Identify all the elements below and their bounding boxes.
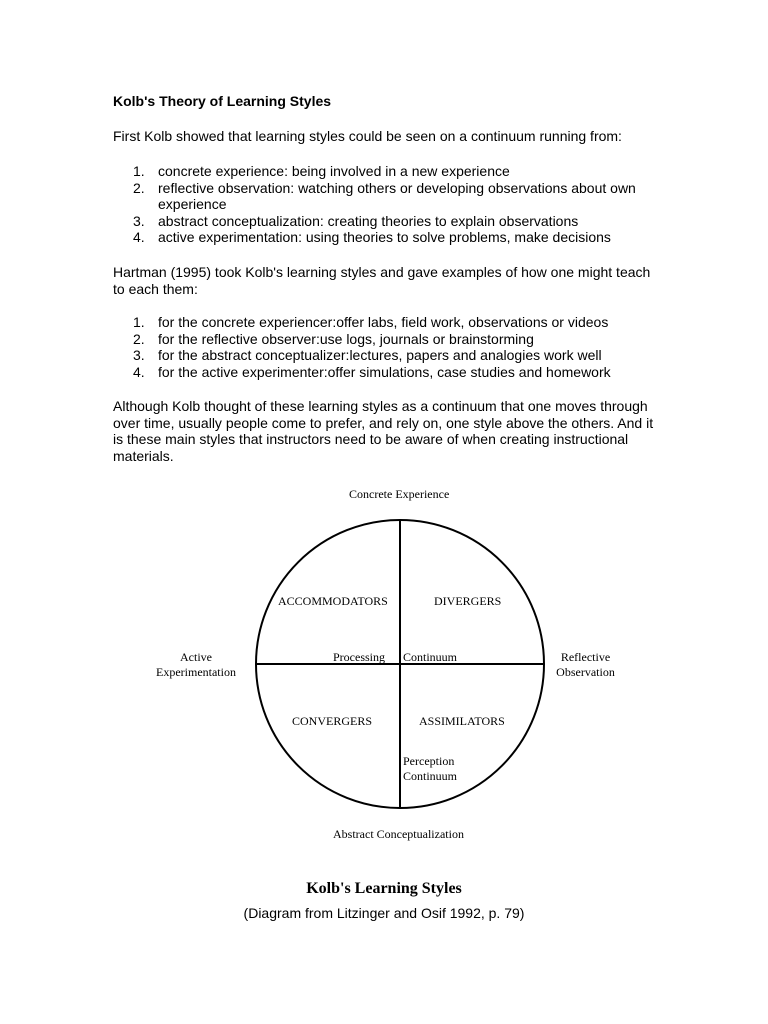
quadrant-assimilators: ASSIMILATORS	[419, 714, 505, 728]
perception-line2: Continuum	[403, 769, 458, 783]
learner-type: for the abstract conceptualizer:	[158, 347, 350, 363]
list-number: 1.	[133, 163, 145, 179]
right-pole-label	[548, 650, 623, 680]
right-pole-line1: Reflective	[560, 650, 611, 664]
list-text: abstract conceptualization: creating theories to explain observations	[158, 212, 579, 229]
list-text: reflective observation: watching others or developing observations about own experience	[158, 179, 636, 212]
teaching-method: lectures, papers and analogies work well	[349, 347, 602, 363]
quadrant-divergers: DIVERGERS	[434, 594, 502, 608]
learner-type: for the active experimenter:	[158, 363, 328, 380]
list-text: active experimentation: using theories to solve problems, make decisions	[158, 229, 611, 245]
bottom-pole-label: Abstract Conceptualization	[333, 827, 464, 841]
hartman-paragraph: Hartman (1995) took Kolb's learning styles and gave examples of how one might teach to each them:	[113, 264, 651, 297]
list-number: 3.	[133, 212, 145, 229]
list-number: 4.	[133, 363, 145, 380]
left-pole-label	[151, 650, 241, 680]
teaching-method: use logs, journals or brainstorming	[319, 330, 534, 347]
learner-type: for the concrete experiencer:	[158, 314, 337, 330]
diagram-caption-title: Kolb's Learning Styles	[306, 880, 462, 897]
left-pole-line1: Active	[180, 650, 212, 664]
left-pole-line2: Experimentation	[156, 665, 236, 679]
processing-label-left: Processing	[333, 650, 385, 664]
perception-line1: Perception	[403, 754, 455, 768]
teaching-method: offer simulations, case studies and homework	[327, 363, 611, 380]
closing-paragraph: Although Kolb thought of these learning styles as a continuum that one moves through over time, usually people come to prefer, and rely on, one style above the others. And it is these main styles that instructors need to be aware of when creating instructional materials.	[113, 398, 654, 464]
processing-label-right: Continuum	[403, 650, 458, 664]
quadrant-accommodators: ACCOMMODATORS	[278, 594, 388, 608]
top-pole-label: Concrete Experience	[349, 487, 450, 501]
perception-label	[403, 754, 457, 784]
list-number: 4.	[133, 229, 145, 245]
teaching-method: offer labs, field work, observations or videos	[336, 314, 609, 330]
diagram-caption-source: (Diagram from Litzinger and Osif 1992, p. 79)	[243, 905, 525, 921]
list-number: 2.	[133, 179, 145, 196]
learner-type: for the reflective observer:	[158, 330, 320, 347]
list-text: concrete experience: being involved in a new experience	[158, 163, 510, 179]
document-title: Kolb's Theory of Learning Styles	[113, 93, 332, 109]
intro-paragraph: First Kolb showed that learning styles could be seen on a continuum running from:	[113, 128, 622, 144]
list-number: 3.	[133, 347, 145, 363]
list-number: 2.	[133, 330, 145, 347]
quadrant-convergers: CONVERGERS	[292, 714, 373, 728]
right-pole-line2: Observation	[556, 665, 615, 679]
list-number: 1.	[133, 314, 145, 330]
